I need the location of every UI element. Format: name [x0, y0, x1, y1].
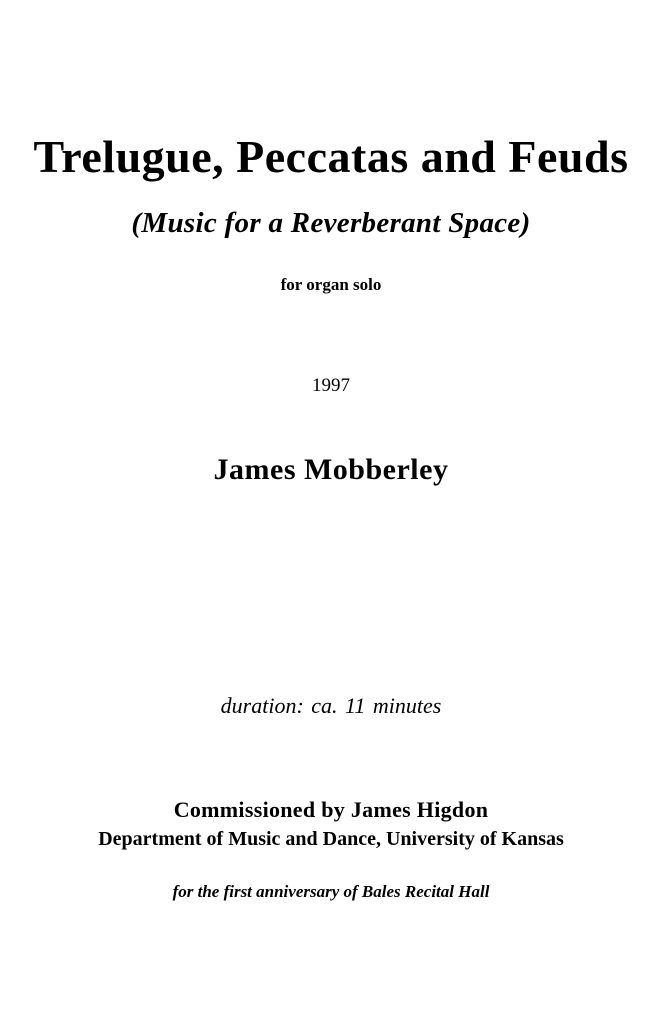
work-title: Trelugue, Peccatas and Feuds	[33, 131, 629, 182]
commission-credit: Commissioned by James Higdon	[173, 797, 489, 822]
work-subtitle: (Music for a Reverberant Space)	[131, 207, 531, 239]
duration-note: duration: ca. 11 minutes	[220, 693, 442, 718]
composer-name: James Mobberley	[213, 453, 449, 486]
dedication: for the first anniversary of Bales Recital Hall	[172, 882, 490, 901]
instrumentation: for organ solo	[280, 275, 382, 294]
department-credit: Department of Music and Dance, University of Kansas	[98, 828, 564, 850]
composition-year: 1997	[312, 375, 350, 396]
